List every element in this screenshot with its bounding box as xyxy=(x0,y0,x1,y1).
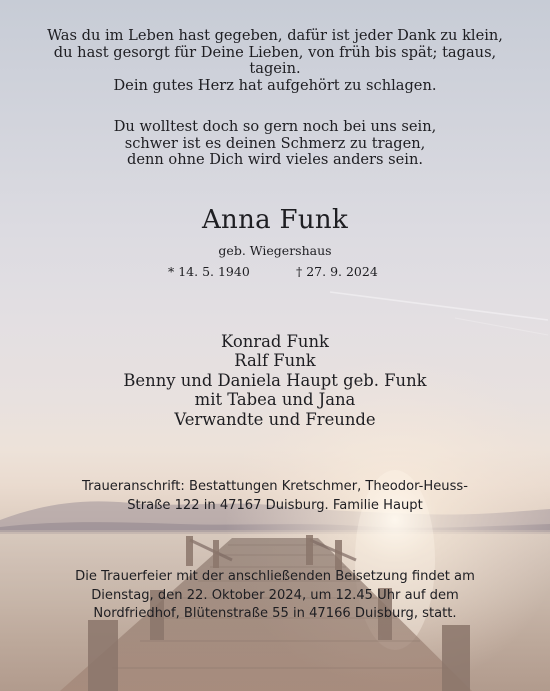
second-verse xyxy=(0,119,550,169)
address-line: Traueranschrift: Bestattungen Kretschmer, Theodor-Heuss- xyxy=(82,479,468,494)
opening-verse xyxy=(0,28,550,94)
life-dates xyxy=(0,263,550,281)
verse-line: schwer ist es deinen Schmerz zu tragen, xyxy=(124,134,426,152)
mourners-list xyxy=(0,332,550,429)
funeral-details xyxy=(0,568,550,624)
mourner: mit Tabea und Jana xyxy=(194,390,356,410)
maiden-name: geb. Wiegershaus xyxy=(218,243,332,258)
deceased-name: Anna Funk xyxy=(201,205,349,235)
birth-date: * 14. 5. 1940 xyxy=(168,264,250,279)
verse-line: Dein gutes Herz hat aufgehört zu schlagen. xyxy=(113,76,437,94)
verse-line: du hast gesorgt für Deine Lieben, von früh bis spät; tagaus, xyxy=(53,43,497,61)
address-line: Straße 122 in 47167 Duisburg. Familie Haupt xyxy=(127,497,423,513)
mourner: Konrad Funk xyxy=(221,332,329,351)
mourner: Verwandte und Freunde xyxy=(174,409,376,429)
ceremony-line: Dienstag, den 22. Oktober 2024, um 12.45 Uhr auf dem xyxy=(91,587,459,603)
mourner: Ralf Funk xyxy=(234,351,316,371)
verse-line: Du wolltest doch so gern noch bei uns sein, xyxy=(113,118,437,135)
ceremony-line: Nordfriedhof, Blütenstraße 55 in 47166 Duisburg, statt. xyxy=(93,606,457,622)
verse-line: denn ohne Dich wird vieles anders sein. xyxy=(127,151,423,169)
verse-line: tagein. xyxy=(249,60,301,78)
verse-line: Was du im Leben hast gegeben, dafür ist jeder Dank zu klein, xyxy=(47,27,503,44)
mourning-address xyxy=(0,478,550,515)
ceremony-line: Die Trauerfeier mit der anschließenden Beisetzung findet am xyxy=(75,569,475,584)
mourner: Benny und Daniela Haupt geb. Funk xyxy=(123,370,427,390)
death-date: † 27. 9. 2024 xyxy=(296,264,378,279)
